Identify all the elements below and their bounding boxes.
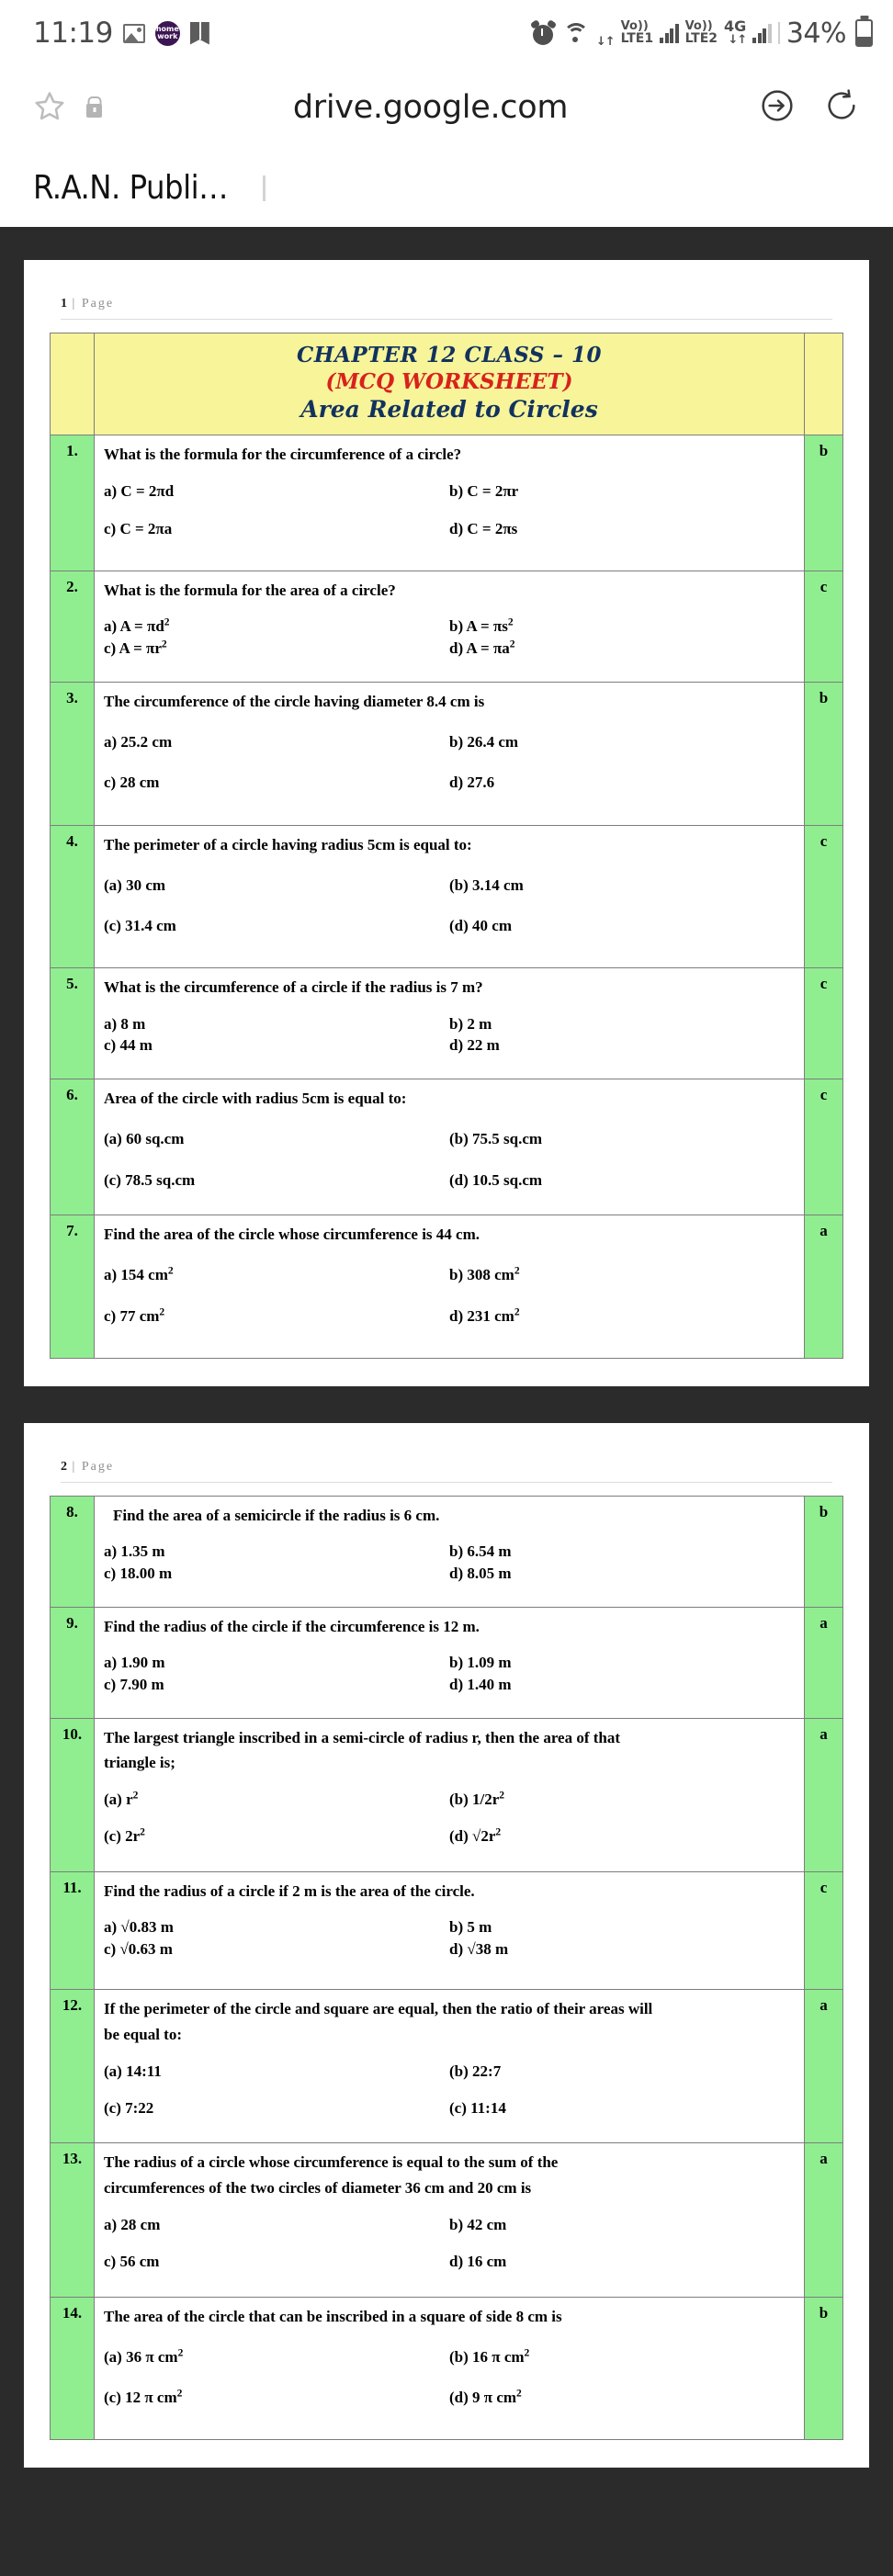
option-row xyxy=(104,1788,795,1812)
table-row xyxy=(51,682,843,825)
option-d: d) 231 $cm^2$ xyxy=(449,1305,520,1325)
answer-key: c xyxy=(805,968,843,1079)
option-row xyxy=(104,771,795,795)
question-text: What is the formula for the area of a circle? xyxy=(104,581,396,599)
option-row xyxy=(104,1563,795,1585)
answer-key: a xyxy=(805,1215,843,1359)
question-text: The radius of a circle whose circumference is equal to the sum of the xyxy=(104,2153,559,2172)
option-b: b) 5 m xyxy=(449,1917,492,1936)
question-body xyxy=(95,1607,805,1718)
status-bar xyxy=(0,0,893,66)
sim1-volte-indicator xyxy=(621,20,653,46)
page-title: R.A.N. Publi… xyxy=(33,169,228,207)
table-row xyxy=(51,1215,843,1359)
option-row xyxy=(104,638,795,660)
status-bar-right xyxy=(531,17,873,50)
option-c: c) 18.00 m xyxy=(104,1564,173,1582)
option-c: c) 44 m xyxy=(104,1036,153,1055)
homework-icon-line2: work xyxy=(157,32,178,40)
status-bar-left xyxy=(33,17,531,50)
mcq-table-page-2 xyxy=(50,1496,843,2440)
worksheet-header-row xyxy=(51,333,843,435)
option-row xyxy=(104,1674,795,1696)
option-row xyxy=(104,2345,795,2369)
option-row xyxy=(104,2250,795,2274)
answer-key: a xyxy=(805,1607,843,1718)
homework-icon xyxy=(155,21,180,46)
option-d: d) 1.40 m xyxy=(449,1675,512,1693)
option-b: b) 2 m xyxy=(449,1014,492,1033)
question-body xyxy=(95,571,805,682)
option-a: a) 1.35 m xyxy=(104,1542,165,1561)
option-d: (d) 10.5 sq.cm xyxy=(449,1170,543,1189)
wifi-icon xyxy=(562,21,590,45)
option-b: b) 42 cm xyxy=(449,2215,507,2233)
table-row xyxy=(51,1871,843,1990)
status-divider xyxy=(778,22,780,44)
header-line-mcq: (MCQ WORKSHEET) xyxy=(325,368,573,394)
option-a: a) C = 2πd xyxy=(104,482,175,501)
header-right-cell xyxy=(805,333,843,435)
mcq-table-page-1 xyxy=(50,333,843,1359)
question-number: 5. xyxy=(51,968,95,1079)
wifi-transfer-arrows-icon: ↓↑ xyxy=(595,34,615,49)
question-text-line2: circumferences of the two circles of diameter 36 cm and 20 cm is xyxy=(104,2178,532,2197)
sim2-lte-label: LTE2 xyxy=(684,31,718,47)
question-body xyxy=(95,825,805,968)
table-row xyxy=(51,968,843,1079)
option-row xyxy=(104,1169,795,1192)
option-c: c) 56 cm xyxy=(104,2253,160,2271)
option-row xyxy=(104,480,795,503)
answer-key: c xyxy=(805,571,843,682)
option-c: c) √0.63 m xyxy=(104,1939,173,1958)
table-row xyxy=(51,571,843,682)
book-icon xyxy=(190,22,209,45)
question-body xyxy=(95,968,805,1079)
option-row xyxy=(104,874,795,898)
option-row xyxy=(104,2386,795,2410)
option-b: (b) 3.14 cm xyxy=(449,876,524,894)
option-row xyxy=(104,1541,795,1563)
option-a: a) $A = \pi d^2$ xyxy=(104,616,170,636)
option-d: d) √38 m xyxy=(449,1939,509,1958)
question-text: Find the area of a semicircle if the radius is 6 cm. xyxy=(113,1506,440,1524)
network-type-indicator xyxy=(724,19,746,48)
question-number: 8. xyxy=(51,1496,95,1607)
answer-key: b xyxy=(805,682,843,825)
url-bar-left-controls xyxy=(33,89,102,127)
option-a: (a) 30 cm xyxy=(104,876,166,894)
option-c: (c) 31.4 cm xyxy=(104,917,176,935)
document-page-2 xyxy=(24,1423,869,2468)
option-d: d) 16 cm xyxy=(449,2253,507,2271)
page-1-number: 1 xyxy=(61,297,67,311)
page-2-word: Page xyxy=(81,1459,115,1474)
table-row xyxy=(51,2143,843,2297)
question-number: 13. xyxy=(51,2143,95,2297)
open-in-icon[interactable] xyxy=(759,87,796,129)
header-line-chapter: CHAPTER 12 CLASS – 10 xyxy=(296,343,603,367)
url-text[interactable]: drive.google.com xyxy=(292,89,569,126)
question-text: Area of the circle with radius 5cm is equal to: xyxy=(104,1090,407,1108)
question-text: The perimeter of a circle having radius 5cm is equal to: xyxy=(104,835,472,853)
answer-key: a xyxy=(805,1718,843,1871)
header-left-cell xyxy=(51,333,95,435)
answer-key: c xyxy=(805,1871,843,1990)
page-1-label: 1 | Page xyxy=(61,297,832,320)
question-number: 11. xyxy=(51,1871,95,1990)
sim1-signal-bars-icon xyxy=(660,23,679,43)
answer-key: b xyxy=(805,435,843,571)
question-body xyxy=(95,682,805,825)
question-text: Find the area of the circle whose circumference is 44 cm. xyxy=(104,1226,480,1244)
header-title-cell xyxy=(95,333,805,435)
document-title-bar xyxy=(0,149,893,227)
table-row xyxy=(51,435,843,571)
answer-key: a xyxy=(805,2143,843,2297)
sim2-signal-bars-icon xyxy=(752,23,772,43)
question-text: What is the formula for the circumference of a circle? xyxy=(104,446,462,464)
option-b: (b) $1/2r^2$ xyxy=(449,1789,505,1808)
option-row xyxy=(104,616,795,638)
option-c: (c) 7:22 xyxy=(104,2099,154,2118)
option-d: (d) $√2r^2$ xyxy=(449,1825,502,1846)
question-body xyxy=(95,1496,805,1607)
page-2-label: 2 | Page xyxy=(61,1460,832,1483)
table-row xyxy=(51,825,843,968)
table-row xyxy=(51,1718,843,1871)
question-body xyxy=(95,1079,805,1215)
option-c: c) C = 2πa xyxy=(104,519,173,537)
option-row xyxy=(104,1938,795,1960)
option-row xyxy=(104,1825,795,1848)
option-d: d) $A = \pi a^2$ xyxy=(449,638,515,657)
homework-icon-line1: home xyxy=(155,25,179,33)
option-b: b) 6.54 m xyxy=(449,1542,512,1561)
question-body xyxy=(95,1718,805,1871)
sim1-lte-label: LTE1 xyxy=(620,31,654,47)
option-c: (c) $2r^2$ xyxy=(104,1825,145,1846)
option-a: a) 154 $cm^2$ xyxy=(104,1264,174,1284)
url-bar-right-controls xyxy=(759,87,860,129)
option-a: a) 28 cm xyxy=(104,2215,161,2233)
browser-url-bar xyxy=(0,66,893,149)
question-number: 3. xyxy=(51,682,95,825)
answer-key: b xyxy=(805,2297,843,2440)
option-row xyxy=(104,1034,795,1056)
battery-percent-label: 34% xyxy=(786,17,846,50)
sim2-volte-label: Vo)) xyxy=(684,19,713,34)
page-2-number: 2 xyxy=(61,1459,67,1474)
option-row xyxy=(104,2060,795,2084)
question-body xyxy=(95,435,805,571)
table-row xyxy=(51,2297,843,2440)
table-row xyxy=(51,1079,843,1215)
battery-icon xyxy=(855,19,873,47)
alarm-icon xyxy=(531,21,556,46)
table-row xyxy=(51,1496,843,1607)
option-row xyxy=(104,1305,795,1328)
sim2-volte-indicator xyxy=(685,20,718,46)
question-text: The circumference of the circle having diameter 8.4 cm is xyxy=(104,692,485,710)
question-text-line2: be equal to: xyxy=(104,2025,182,2043)
option-d: d) 22 m xyxy=(449,1036,500,1055)
option-a: a) 8 m xyxy=(104,1014,146,1033)
question-number: 12. xyxy=(51,1990,95,2143)
option-a: a) 1.90 m xyxy=(104,1653,165,1671)
question-text: The area of the circle that can be inscribed in a square of side 8 cm is xyxy=(104,2307,562,2325)
option-c: c) 7.90 m xyxy=(104,1675,164,1693)
option-d: (c) 11:14 xyxy=(449,2099,506,2118)
table-row xyxy=(51,1990,843,2143)
question-body xyxy=(95,2143,805,2297)
option-row xyxy=(104,517,795,541)
option-b: (b) 75.5 sq.cm xyxy=(449,1130,543,1148)
title-divider xyxy=(263,175,266,201)
page-1-word: Page xyxy=(81,297,115,311)
question-text: What is the circumference of a circle if the radius is 7 m? xyxy=(104,978,483,997)
option-c: c) 77 $cm^2$ xyxy=(104,1305,165,1325)
option-b: b) 26.4 cm xyxy=(449,732,519,751)
option-row xyxy=(104,1916,795,1938)
option-row xyxy=(104,914,795,938)
question-text: The largest triangle inscribed in a semi-circle of radius r, then the area of that xyxy=(104,1728,621,1746)
question-number: 6. xyxy=(51,1079,95,1215)
option-a: a) √0.83 m xyxy=(104,1917,174,1936)
mobile-transfer-arrows-icon: ↓↑ xyxy=(728,32,747,47)
network-type-label: 4G xyxy=(724,17,747,35)
question-body xyxy=(95,1990,805,2143)
question-number: 4. xyxy=(51,825,95,968)
answer-key: a xyxy=(805,1990,843,2143)
star-icon[interactable] xyxy=(33,89,66,127)
option-c: c) $A = \pi r^2$ xyxy=(104,638,167,657)
question-number: 10. xyxy=(51,1718,95,1871)
photo-icon xyxy=(123,24,145,43)
option-d: (d) 40 cm xyxy=(449,917,512,935)
option-row xyxy=(104,1013,795,1035)
option-b: b) C = 2πr xyxy=(449,482,519,501)
option-b: b) 1.09 m xyxy=(449,1653,512,1671)
question-body xyxy=(95,2297,805,2440)
sim1-volte-label: Vo)) xyxy=(620,19,649,34)
status-clock: 11:19 xyxy=(33,17,113,50)
option-b: (b) 22:7 xyxy=(449,2062,502,2080)
question-number: 2. xyxy=(51,571,95,682)
question-body xyxy=(95,1871,805,1990)
option-a: (a) 36 π $cm^2$ xyxy=(104,2346,184,2366)
reload-icon[interactable] xyxy=(823,87,860,129)
document-page-1 xyxy=(24,260,869,1386)
option-a: a) 25.2 cm xyxy=(104,732,173,751)
question-body xyxy=(95,1215,805,1359)
question-number: 7. xyxy=(51,1215,95,1359)
answer-key: b xyxy=(805,1496,843,1607)
option-row xyxy=(104,1263,795,1287)
question-text-line2: triangle is; xyxy=(104,1753,175,1771)
option-a: (a) $r^2$ xyxy=(104,1789,139,1808)
option-a: (a) 60 sq.cm xyxy=(104,1130,185,1148)
option-d: d) 27.6 xyxy=(449,774,495,792)
option-b: (b) 16 π $cm^2$ xyxy=(449,2346,530,2366)
option-c: c) 28 cm xyxy=(104,774,160,792)
question-text: If the perimeter of the circle and square are equal, then the ratio of their areas will xyxy=(104,2000,653,2018)
option-row xyxy=(104,1127,795,1151)
option-row xyxy=(104,2213,795,2237)
answer-key: c xyxy=(805,825,843,968)
answer-key: c xyxy=(805,1079,843,1215)
question-number: 14. xyxy=(51,2297,95,2440)
question-text: Find the radius of a circle if 2 m is the area of the circle. xyxy=(104,1881,475,1900)
lock-icon xyxy=(86,104,102,118)
option-d: d) 8.05 m xyxy=(449,1564,512,1582)
question-number: 9. xyxy=(51,1607,95,1718)
option-c: (c) 12 π $cm^2$ xyxy=(104,2387,183,2407)
question-text: Find the radius of the circle if the circumference is 12 m. xyxy=(104,1617,480,1635)
option-d: d) C = 2πs xyxy=(449,519,518,537)
table-row xyxy=(51,1607,843,1718)
question-number: 1. xyxy=(51,435,95,571)
option-row xyxy=(104,1652,795,1674)
pdf-viewer[interactable] xyxy=(0,227,893,2576)
option-d: (d) 9 π $cm^2$ xyxy=(449,2387,522,2407)
option-b: b) 308 $cm^2$ xyxy=(449,1264,520,1284)
option-row xyxy=(104,2096,795,2120)
option-a: (a) 14:11 xyxy=(104,2062,162,2080)
header-line-topic: Area Related to Circles xyxy=(300,396,598,424)
option-c: (c) 78.5 sq.cm xyxy=(104,1170,196,1189)
option-b: b) $A = \pi s^2$ xyxy=(449,616,514,636)
option-row xyxy=(104,730,795,754)
